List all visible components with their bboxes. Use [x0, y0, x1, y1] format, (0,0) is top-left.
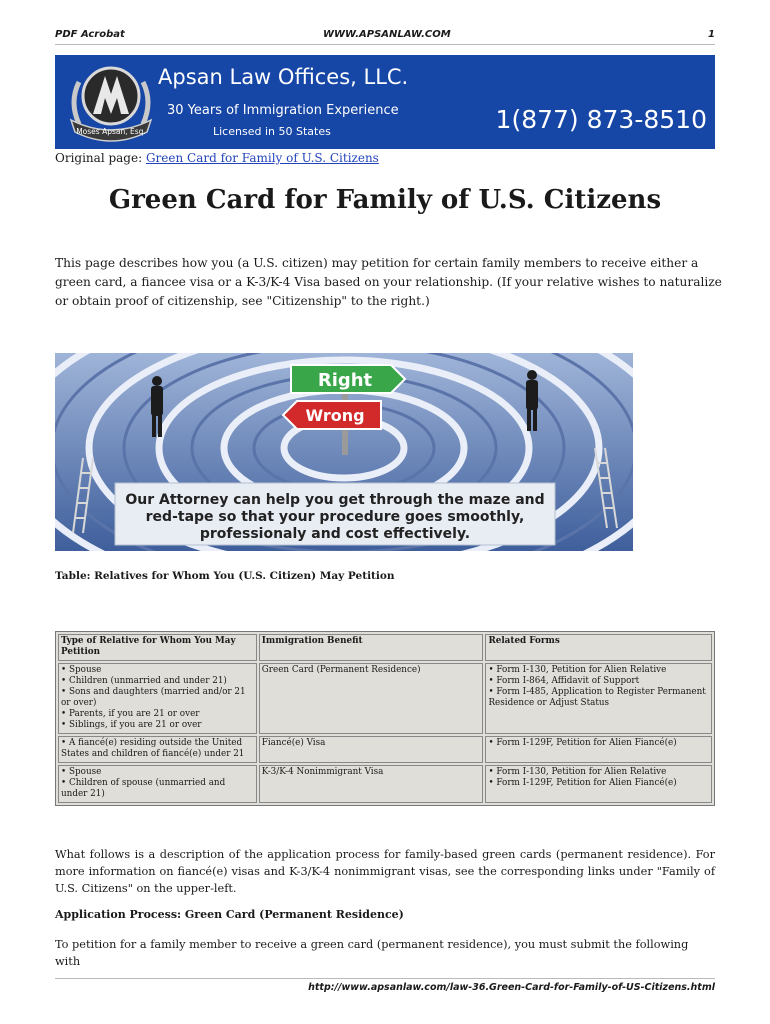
benefit-cell: Fiancé(e) Visa: [259, 736, 484, 763]
image-caption-line3: professionaly and cost effectively.: [199, 526, 471, 542]
footer-url[interactable]: http://www.apsanlaw.com/law-36.Green-Card-for-Family-of-US-Citizens.html: [308, 982, 715, 993]
original-page-link[interactable]: Green Card for Family of U.S. Citizens: [145, 151, 379, 165]
firm-license: Licensed in 50 States: [213, 125, 331, 138]
relatives-cell: [58, 663, 257, 734]
list-item: • Form I-129F, Petition for Alien Fiancé(e): [488, 778, 677, 788]
section-paragraph: To petition for a family member to receive a green card (permanent residence), you must submit the following with: [55, 938, 689, 968]
list-item: • Spouse: [61, 767, 102, 777]
header-divider: [55, 44, 715, 45]
list-item: • Form I-485, Application to Register Permanent Residence or Adjust Status: [488, 687, 706, 708]
list-item: • Form I-130, Petition for Alien Relative: [488, 767, 667, 777]
page-header: [55, 29, 715, 45]
sign-right-label: Right: [317, 370, 373, 391]
forms-cell: [485, 765, 712, 803]
list-item: • Form I-130, Petition for Alien Relative: [488, 665, 667, 675]
table-row: [58, 736, 712, 763]
list-item: • Sons and daughters (married and/or 21 or over): [61, 687, 246, 708]
list-item: • Spouse: [61, 665, 102, 675]
maze-illustration: [55, 353, 633, 551]
list-item: • Parents, if you are 21 or over: [61, 709, 200, 719]
forms-cell: [485, 663, 712, 734]
original-page-label: Original page:: [55, 151, 146, 165]
sign-wrong: [283, 401, 381, 429]
firm-experience: 30 Years of Immigration Experience: [167, 103, 399, 118]
image-caption-line2: red-tape so that your procedure goes smoothly,: [145, 509, 525, 525]
list-item: • Siblings, if you are 21 or over: [61, 720, 202, 730]
relatives-cell: [58, 765, 257, 803]
header-page-number: 1: [708, 29, 715, 40]
list-item: • Form I-864, Affidavit of Support: [488, 676, 640, 686]
firm-name: Apsan Law Offices, LLC.: [158, 65, 409, 89]
intro-paragraph: This page describes how you (a U.S. citizen) may petition for certain family members to receive either a green card, a fiancee visa or a K-3/K-4 Visa based on your relationship. (If your relative wishes to naturalize or obtain proof of citizenship, see "Citizenship" to the right.): [55, 256, 722, 308]
list-item: • Children (unmarried and under 21): [61, 676, 227, 686]
header-app-name: PDF Acrobat: [55, 29, 125, 40]
table-caption: Table: Relatives for Whom You (U.S. Citizen) May Petition: [55, 570, 395, 582]
sign-right: [291, 365, 405, 393]
list-item: • Form I-129F, Petition for Alien Fiancé(e): [488, 738, 677, 748]
col-header-relative: Type of Relative for Whom You May Petition: [58, 634, 257, 661]
section-heading: Application Process: Green Card (Permanent Residence): [55, 908, 404, 921]
table-row: [58, 765, 712, 803]
benefit-cell: K-3/K-4 Nonimmigrant Visa: [259, 765, 484, 803]
col-header-benefit: Immigration Benefit: [259, 634, 484, 661]
list-item: • Children of spouse (unmarried and under 21): [61, 778, 226, 799]
table-header-row: [58, 634, 712, 661]
list-item: • A fiancé(e) residing outside the United States and children of fiancé(e) under 21: [61, 738, 245, 759]
firm-banner[interactable]: [55, 55, 715, 149]
image-caption-line1: Our Attorney can help you get through the maze and: [125, 492, 545, 508]
description-paragraph: What follows is a description of the application process for family-based green cards (permanent residence). For more information on fiancé(e) visas and K-3/K-4 nonimmigrant visas, see the corresponding links under "Family of U.S. Citizens" on the upper-left.: [55, 848, 715, 895]
page-title: Green Card for Family of U.S. Citizens: [108, 185, 662, 215]
firm-logo-icon: [65, 62, 157, 144]
col-header-forms: Related Forms: [485, 634, 712, 661]
sign-wrong-label: Wrong: [305, 406, 365, 425]
benefit-cell: Green Card (Permanent Residence): [259, 663, 484, 734]
firm-phone[interactable]: 1(877) 873-8510: [495, 105, 707, 134]
header-site-url: WWW.APSANLAW.COM: [323, 29, 451, 40]
relatives-cell: [58, 736, 257, 763]
forms-cell: [485, 736, 712, 763]
original-page-line: [55, 151, 379, 165]
table-row: [58, 663, 712, 734]
footer-divider: [55, 978, 715, 979]
logo-ribbon-text: Moses Apsan, Esq.: [76, 127, 146, 136]
relatives-table: [55, 631, 715, 806]
